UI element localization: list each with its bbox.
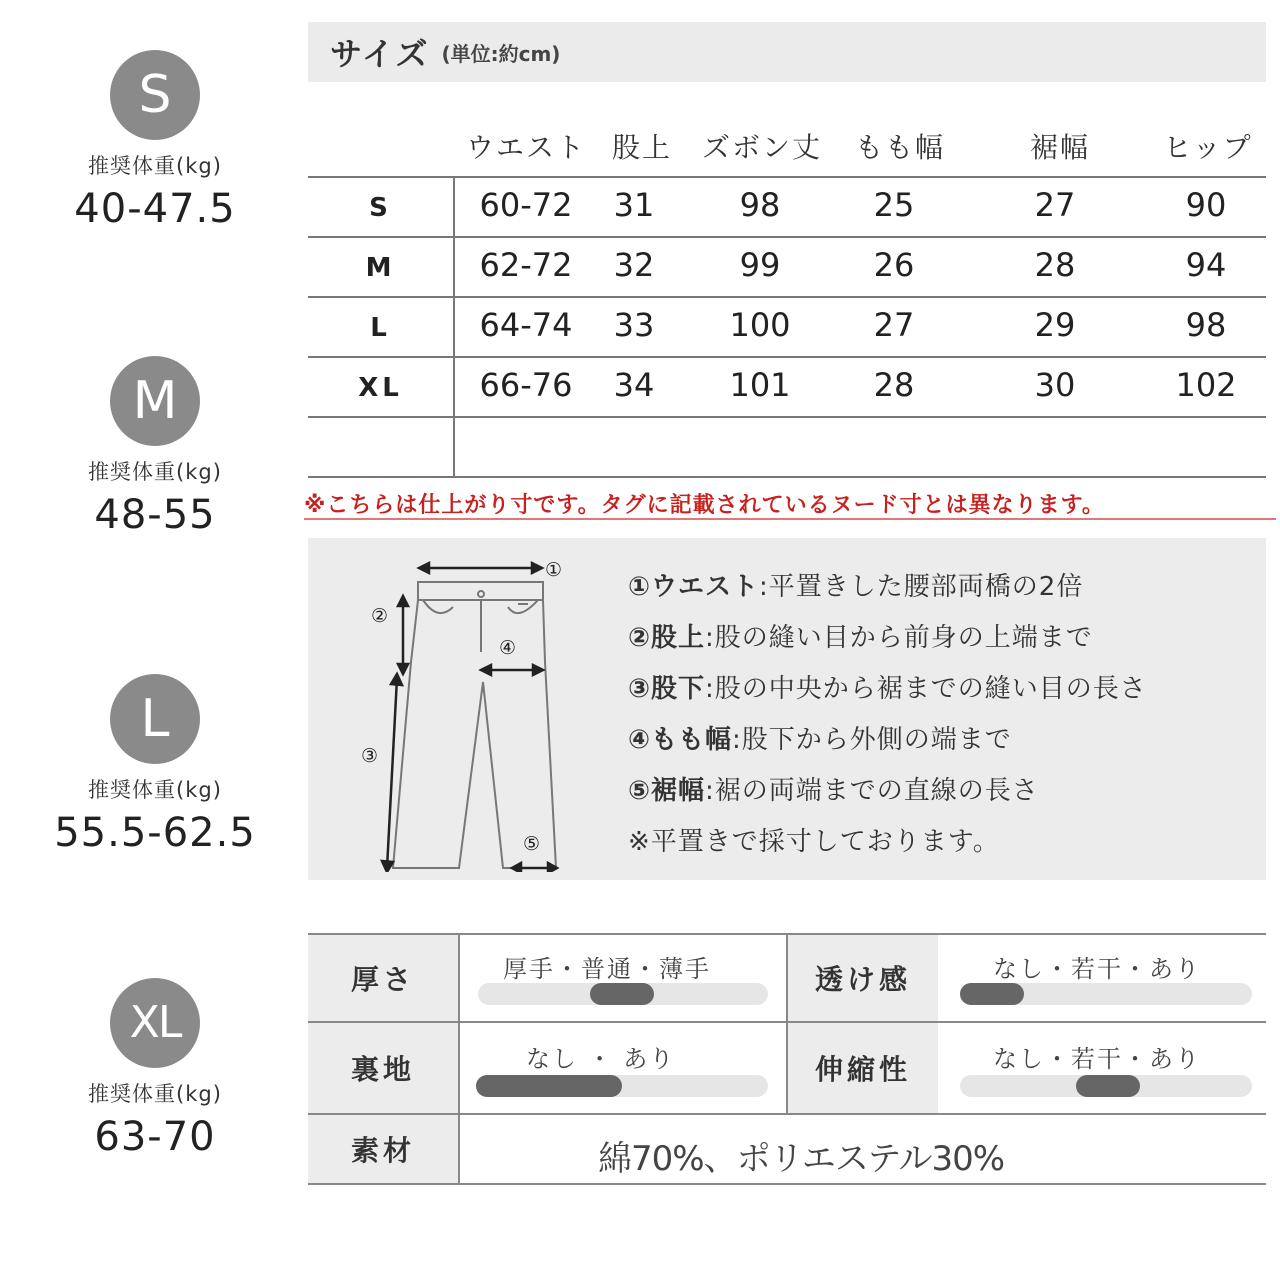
level-indicator [1076, 1075, 1140, 1097]
measurement-item [628, 617, 1147, 668]
size-badge-s: S [110, 50, 200, 140]
measurement-term: ③股下 [628, 674, 706, 704]
size-badge-xl: XL [110, 978, 200, 1068]
level-indicator [590, 983, 654, 1005]
measurement-item [628, 668, 1147, 719]
table-cell: 101 [729, 366, 791, 404]
material-value: 綿70%、ポリエステル30% [598, 1139, 1005, 1179]
pants-diagram-icon [353, 552, 583, 872]
column-header: もも幅 [854, 131, 946, 164]
table-cell: 33 [613, 306, 655, 344]
scale-text: なし・若干・あり [993, 955, 1201, 983]
table-cell: 60-72 [479, 186, 573, 224]
measurement-list [628, 566, 1147, 872]
measurement-term: ①ウエスト [628, 572, 760, 602]
table-row [308, 176, 1266, 236]
level-track [478, 983, 768, 1005]
weight-label: 推奨体重(kg) [88, 460, 222, 484]
measurement-guide [308, 538, 1266, 880]
weight-value: 40-47.5 [74, 186, 236, 232]
attr-label-thickness: 厚さ [308, 935, 458, 1021]
measurement-desc: :裾の両端までの直線の長さ [705, 776, 1039, 806]
level-track [960, 1075, 1252, 1097]
size-badge-m: M [110, 356, 200, 446]
attr-label-stretch: 伸縮性 [788, 1023, 938, 1113]
column-header: 股上 [611, 131, 673, 164]
measurement-item [628, 770, 1147, 821]
attr-label-material: 素材 [308, 1115, 458, 1183]
marker-waist: ① [545, 559, 563, 581]
divider [786, 933, 788, 1113]
table-row-empty [308, 416, 1266, 476]
row-size-label: L [370, 313, 391, 343]
column-header: ヒップ [1163, 131, 1253, 164]
column-header: ズボン丈 [701, 131, 823, 164]
row-size-label: XL [358, 373, 403, 403]
column-header: ウエスト [465, 131, 587, 164]
scale-text: なし・若干・あり [993, 1045, 1201, 1073]
table-cell: 32 [613, 246, 655, 284]
weight-label: 推奨体重(kg) [88, 154, 222, 178]
table-cell: 25 [873, 186, 915, 224]
page-title: サイズ [330, 35, 430, 73]
measurement-item [628, 566, 1147, 617]
measurement-desc: :股下から外側の端まで [732, 725, 1012, 755]
table-cell: 30 [1034, 366, 1076, 404]
divider [458, 933, 460, 1183]
weight-value: 48-55 [94, 492, 216, 538]
measurement-term: ⑤裾幅 [628, 776, 706, 806]
table-cell: 29 [1034, 306, 1076, 344]
fabric-attributes [308, 933, 1266, 1185]
row-size-label: M [365, 253, 396, 283]
divider [304, 518, 1276, 520]
table-cell: 28 [873, 366, 915, 404]
table-cell: 26 [873, 246, 915, 284]
table-cell: 98 [739, 186, 781, 224]
weight-label: 推奨体重(kg) [88, 778, 222, 802]
table-row [308, 296, 1266, 356]
table-cell: 98 [1185, 306, 1227, 344]
marker-hem: ⑤ [523, 833, 541, 855]
measurement-note: ※平置きで採寸しております。 [628, 827, 1000, 857]
table-cell: 27 [1034, 186, 1076, 224]
table-cell: 27 [873, 306, 915, 344]
size-chart-header [308, 22, 1266, 82]
measurement-item [628, 719, 1147, 770]
size-badge-l: L [110, 674, 200, 764]
row-size-label: S [369, 193, 392, 223]
marker-rise: ② [371, 605, 389, 627]
table-cell: 66-76 [479, 366, 573, 404]
level-track [476, 1075, 768, 1097]
table-cell: 94 [1185, 246, 1227, 284]
table-cell: 64-74 [479, 306, 573, 344]
table-cell: 102 [1175, 366, 1237, 404]
table-cell: 90 [1185, 186, 1227, 224]
table-cell: 99 [739, 246, 781, 284]
measurement-desc: :股の縫い目から前身の上端まで [705, 623, 1093, 653]
column-header: 裾幅 [1029, 131, 1091, 164]
table-divider [308, 476, 1266, 478]
weight-value: 63-70 [94, 1114, 216, 1160]
attr-label-sheerness: 透け感 [788, 935, 938, 1021]
table-cell: 28 [1034, 246, 1076, 284]
table-row [308, 356, 1266, 416]
level-track [960, 983, 1252, 1005]
table-cell: 62-72 [479, 246, 573, 284]
table-cell: 100 [729, 306, 791, 344]
level-indicator [476, 1075, 622, 1097]
unit-label: (単位:約cm) [441, 41, 561, 66]
weight-label: 推奨体重(kg) [88, 1082, 222, 1106]
weight-value: 55.5-62.5 [54, 810, 256, 856]
measurement-desc: :股の中央から裾までの縫い目の長さ [705, 674, 1147, 704]
notice-text: ※こちらは仕上がり寸です。タグに記載されているヌード寸とは異なります。 [304, 493, 1105, 518]
size-guide-l [0, 674, 310, 856]
size-guide-m [0, 356, 310, 538]
size-guide-s [0, 50, 310, 232]
table-cell: 34 [613, 366, 655, 404]
scale-text: なし ・ あり [526, 1045, 676, 1073]
scale-text: 厚手・普通・薄手 [503, 955, 711, 983]
attr-label-lining: 裏地 [308, 1023, 458, 1113]
measurement-term: ②股上 [628, 623, 706, 653]
level-indicator [960, 983, 1024, 1005]
size-guide-xl [0, 978, 310, 1160]
table-divider [453, 176, 455, 476]
table-cell: 31 [613, 186, 655, 224]
divider [308, 1183, 1266, 1185]
table-header-row [308, 118, 1266, 176]
measurement-term: ④もも幅 [628, 725, 733, 755]
measurement-desc: :平置きした腰部両橋の2倍 [759, 572, 1084, 602]
marker-thigh: ④ [499, 637, 517, 659]
table-row [308, 236, 1266, 296]
marker-inseam: ③ [361, 745, 379, 767]
